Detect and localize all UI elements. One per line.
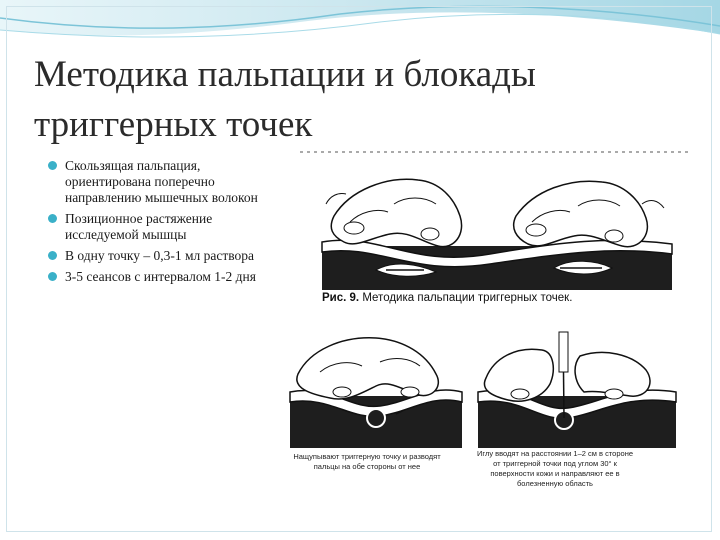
bullet-icon: [48, 272, 57, 281]
bullet-text: Скользящая пальпация, ориентирована поперечно направлению мышечных волокон: [65, 158, 258, 205]
bullet-item: [48, 269, 280, 285]
bullet-icon: [48, 214, 57, 223]
figure-caption-label: Рис. 9.: [322, 292, 360, 304]
bullet-item: [48, 248, 280, 264]
bullet-text: Позиционное растяжение исследуемой мышцы: [65, 211, 213, 242]
note-left: Нащупывают триггерную точку и разводят пальцы на обе стороны от нее: [293, 452, 441, 471]
bullet-item: [48, 211, 280, 243]
bullet-item: [48, 158, 280, 206]
bullet-icon: [48, 251, 57, 260]
slide-title: [34, 50, 654, 150]
bullet-text: 3-5 сеансов с интервалом 1-2 дня: [65, 269, 256, 284]
slide-title-line-2: триггерных точек: [34, 104, 313, 145]
slide-title-line-1: Методика пальпации и блокады: [34, 54, 536, 95]
figure-caption: [322, 292, 682, 304]
figure-caption-text: Методика пальпации триггерных точек.: [362, 292, 573, 304]
note-right: Иглу вводят на расстоянии 1–2 см в стороне от триггерной точки под углом 30° к поверхности кожи и направляют ее в болезненную область: [476, 449, 634, 488]
bullet-text: В одну точку – 0,3-1 мл раствора: [65, 248, 255, 263]
bullet-list: [48, 158, 280, 290]
bullet-icon: [48, 161, 57, 170]
